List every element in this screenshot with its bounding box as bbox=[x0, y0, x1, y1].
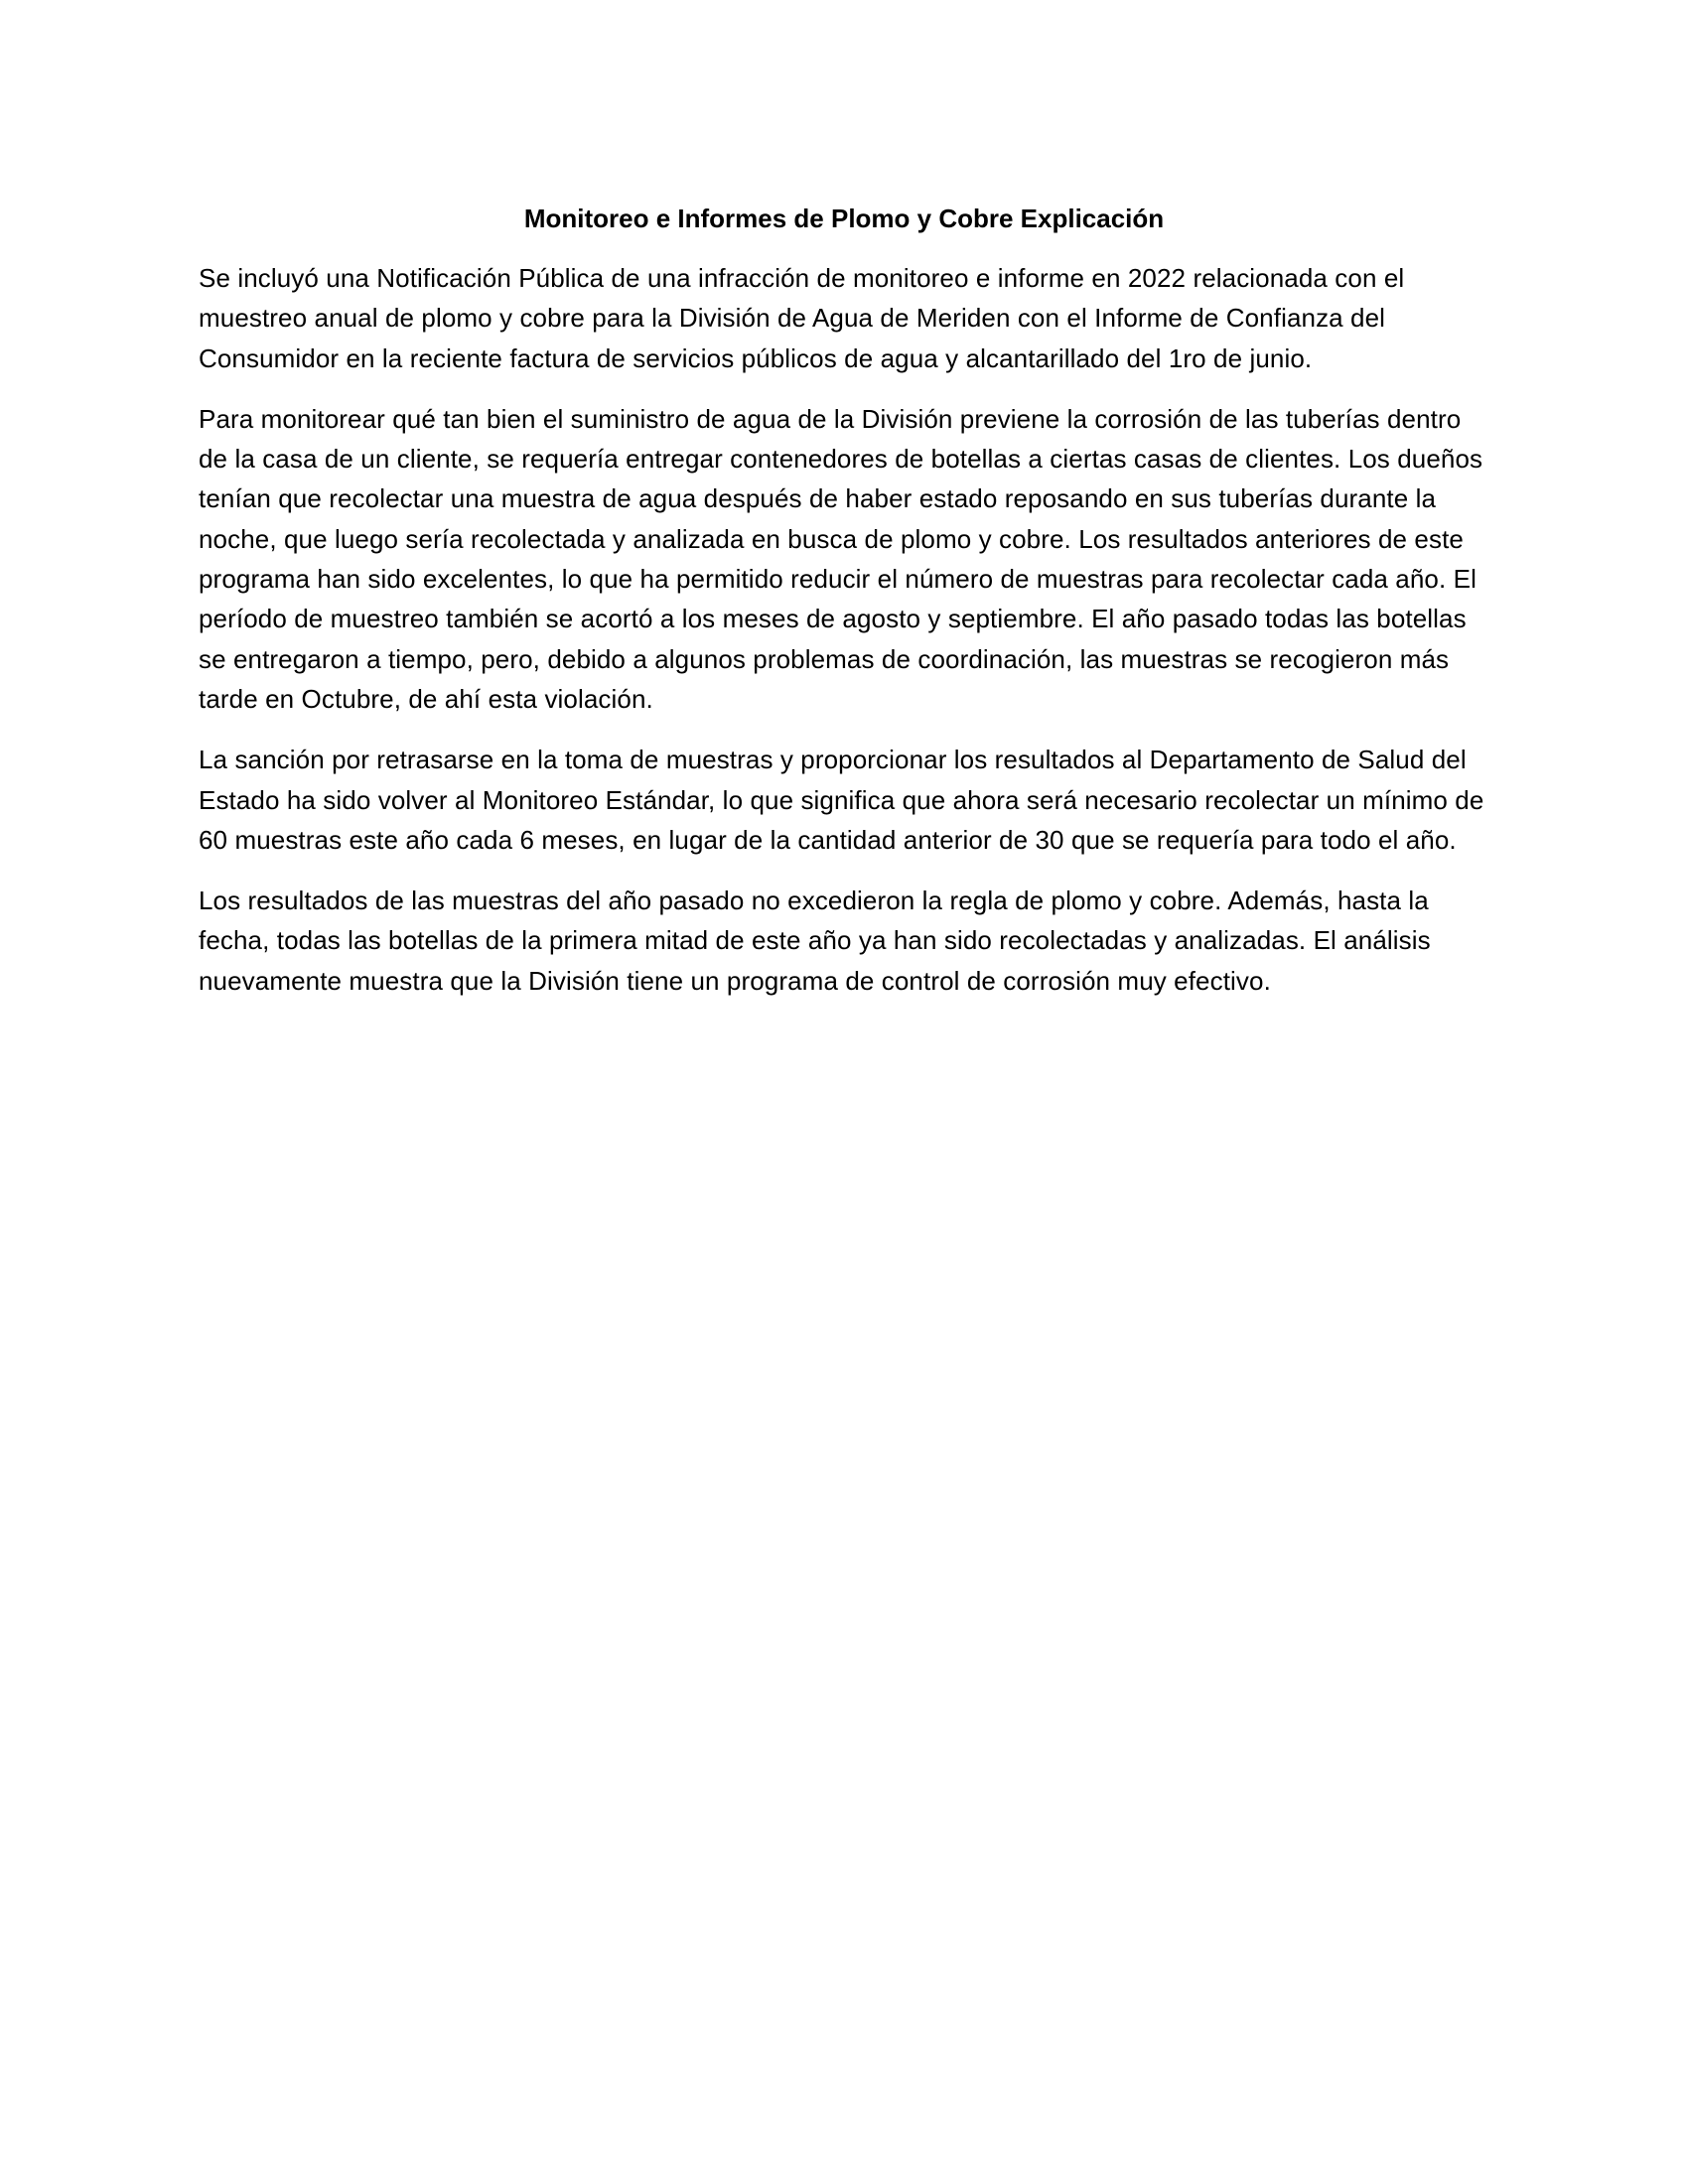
paragraph-monitoring-program: Para monitorear qué tan bien el suministro de agua de la División previene la corrosión de las tuberías dentro de la casa de un cliente, se requería entregar contenedores de botellas a ciertas casas de clientes. Los dueños tenían que recolectar una muestra de agua después de haber estado reposando en sus tuberías durante la noche, que luego sería recolectada y analizada en busca de plomo y cobre. Los resultados anteriores de este programa han sido excelentes, lo que ha permitido reducir el número de muestras para recolectar cada año. El período de muestreo también se acortó a los meses de agosto y septiembre. El año pasado todas las botellas se entregaron a tiempo, pero, debido a algunos problemas de coordinación, las muestras se recogieron más tarde en Octubre, de ahí esta violación. bbox=[199, 403, 1483, 714]
paragraph-results: Los resultados de las muestras del año pasado no excedieron la regla de plomo y cobre. Además, hasta la fecha, todas las botellas de la primera mitad de este año ya han sido recolectadas y analizadas. El análisis nuevamente muestra que la División tiene un programa de control de corrosión muy efectivo. bbox=[199, 886, 1431, 996]
document-body bbox=[199, 195, 1489, 1022]
document-title: Monitoreo e Informes de Plomo y Cobre Explicación bbox=[523, 204, 1165, 233]
paragraph-sanction: La sanción por retrasarse en la toma de muestras y proporcionar los resultados al Departamento de Salud del Estado ha sido volver al Monitoreo Estándar, lo que significa que ahora será necesario recolectar un mínimo de 60 muestras este año cada 6 meses, en lugar de la cantidad anterior de 30 que se requería para todo el año. bbox=[199, 745, 1484, 855]
paragraph-public-notice: Se incluyó una Notificación Pública de una infracción de monitoreo e informe en 2022 relacionada con el muestreo anual de plomo y cobre para la División de Agua de Meriden con el Informe de Confianza del Consumidor en la reciente factura de servicios públicos de agua y alcantarillado del 1ro de junio. bbox=[199, 263, 1405, 373]
